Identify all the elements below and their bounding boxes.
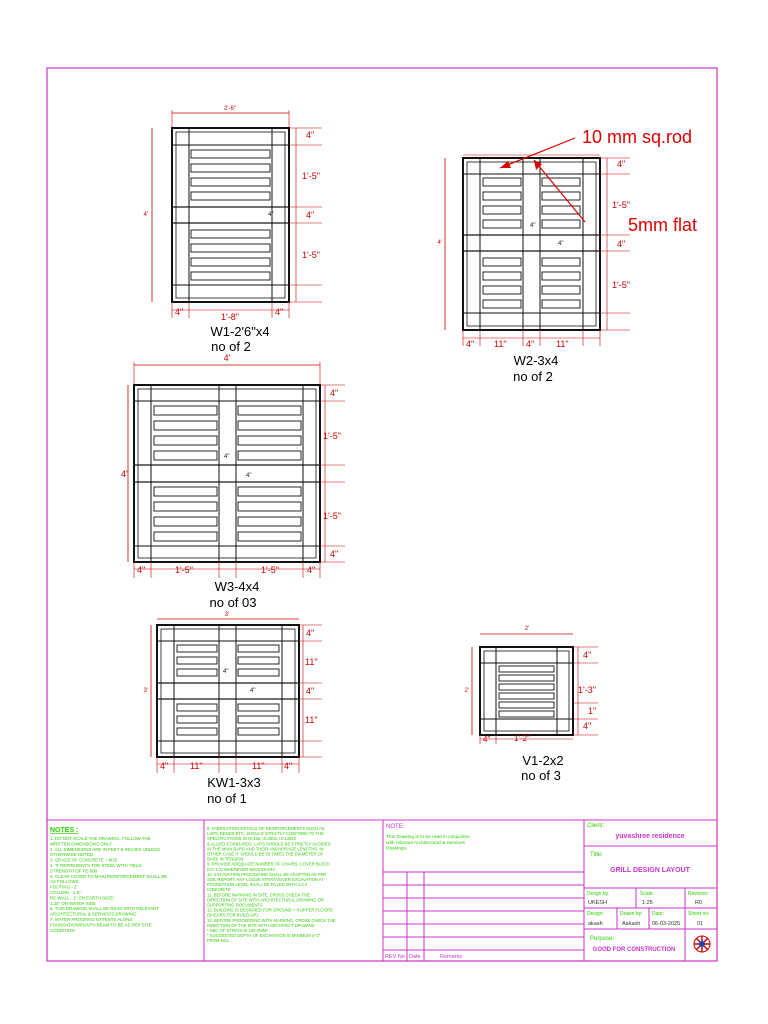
sheet-no: 01 (697, 921, 704, 927)
notes-left-4-line-0: 5. CLEAR COVER TO MAIN REINFORCEMENT SHALL BE (50, 873, 168, 879)
v1-right-dim-3: 1" (588, 706, 597, 716)
notes-left-8-line-0: 1.25" ON WATER SIDE (50, 900, 96, 906)
window-w3 (121, 353, 345, 610)
notes-mid-7-line-0: 13. BEFORE PROCEEDING WITH MARKING, CROSS CHECK THE (207, 917, 336, 923)
v1-bottom-dim-1: 4" (483, 735, 491, 744)
notes-left-0-line-1: WRITTEN DIMENSIONS ONLY. (50, 841, 113, 847)
notes-mid-3-line-2: FOUNDATION LEVEL SHALL BE FILLED WITH 1:2:4 (207, 882, 308, 888)
drawing-title: GRILL DESIGN LAYOUT (610, 867, 690, 874)
title-label: Title: (590, 852, 603, 858)
notes-mid-1-line-2: OTHER CASE IT SHOULD BE 50 TIMES THE DIAMETER OF (207, 851, 324, 857)
kw1-count: no of 1 (207, 791, 247, 806)
w2-bottom-dim-2: 11" (494, 339, 507, 349)
notes-left-10-line-1: FOUNDATION/PLINTH BEAM TO BE AS PER SITE (50, 922, 152, 928)
w2-bottom-dim-3: 4" (526, 339, 535, 349)
w3-count: no of 03 (209, 595, 257, 610)
v1-right-dim-1: 4" (583, 650, 592, 660)
window-w1 (144, 106, 322, 354)
w3-frame (134, 385, 320, 562)
w3-mid-dim: 4" (224, 454, 230, 460)
design-label: Design: (587, 911, 604, 917)
kw1-mid-dim-b: 4" (250, 688, 256, 694)
w3-side-dim: 4' (121, 469, 128, 479)
w2-bottom-dim-1: 4" (466, 339, 475, 349)
v1-right-dim-4: 4" (583, 721, 592, 731)
notes-mid-3-line-1: SOIL REPORT. ANY LOOSE STRATA/OVER EXCAVATION AT (207, 877, 324, 882)
notes-left-3-line-1: STRENGTH OF FE-500 (50, 868, 98, 874)
w1-bottom-dim-1: 4" (175, 307, 184, 317)
date-label: Date: (652, 911, 664, 917)
kw1-top-dim: 3' (224, 612, 230, 618)
client-label: Client: (587, 823, 605, 829)
kw1-bottom-dim-2: 11" (190, 761, 203, 771)
notes-left-2-line-0: 3. GRADE OF CONCRETE = M20 (50, 857, 118, 863)
rev-col-revno: REV No (385, 954, 405, 960)
notes-mid-0-line-2: SPECIFICATIONS IN IS:456, IS:2502, IS:13920 (207, 836, 297, 842)
notes-left-10-line-2: CONDITION (50, 927, 75, 933)
w1-mid-dim: 4" (268, 212, 274, 218)
w3-top-dim: 4' (223, 353, 231, 363)
notes-mid-list (207, 826, 336, 943)
notes-left-6-line-0: COLUMN - 1.5" (50, 890, 81, 895)
kw1-right-dim-4: 11" (305, 715, 318, 725)
notes-mid-1-line-3: BARS IN TENSION. (207, 856, 245, 862)
notes-left-9-line-1: ARCHITECTURAL & SERVICES DRAWING (50, 911, 137, 917)
w1-title: W1-2'6"x4 (210, 324, 270, 339)
notes-mid-1-line-1: IN THE MAIN BARS AND THEIR ANCHORAGE LENGTHS. IN (207, 846, 324, 852)
notes-mid-2-line-0: 9. PROVIDE ADEQUATE NUMBER OF CHAIRS, COVER BLOCK (207, 861, 331, 867)
kw1-title: KW1-3x3 (207, 775, 261, 790)
w1-right-dim-4: 1'-5" (302, 250, 320, 260)
notes-mid-5-line-2: SUPPORTING DOCUMENTS (207, 902, 263, 908)
design-by-label: Desgn by: (587, 891, 610, 897)
date: 06-03-2025 (652, 921, 681, 927)
note-text-0-line-0: This Drawing is to be read in conjuction (386, 835, 470, 840)
notes-mid-1-line-0: & ALLIED STANDARDS. LAPS SHOULD BE STRICTLY AVOIDED (207, 841, 331, 847)
notes-mid-4-line-0: CONCRETE (207, 887, 231, 893)
w2-count: no of 2 (513, 369, 553, 384)
w3-right-dim-3: 1'-5" (323, 511, 341, 521)
note-text-0-line-1: with relevant Architectural & Services (386, 840, 465, 846)
title-block (47, 820, 717, 961)
purpose: GOOD FOR CONSTRUCTION (592, 947, 676, 953)
v1-frame (480, 647, 573, 735)
design-by: UKESH (588, 900, 607, 906)
notes-mid-8-line-0: * SBC OF STRATA IS 100 kN/M² (207, 928, 268, 933)
w3-right-dim-4: 4" (330, 549, 339, 559)
notes-heading: NOTES : (50, 827, 79, 834)
notes-mid-2-line-1: (CC 1:2) WHEREVER NECESSARY. (207, 866, 276, 872)
v1-count: no of 3 (521, 768, 561, 783)
company-logo (694, 936, 710, 952)
w3-mid-dim-b: 4" (246, 473, 252, 479)
w2-frame (463, 158, 600, 330)
w1-right-dim-2: 1'-5" (302, 171, 320, 181)
sheet-label: Sheet no: (688, 911, 710, 917)
notes-left-7-line-0: RC WALL - 1" ON EARTH SIDE/ (50, 895, 114, 901)
w3-right-dim-1: 4" (330, 388, 339, 398)
w1-side-dim: 4' (143, 212, 148, 218)
w2-bottom-dim-4: 11" (556, 339, 569, 349)
w1-right-dim-3: 4" (306, 210, 315, 220)
w2-title: W2-3x4 (513, 353, 559, 368)
note-text (386, 834, 470, 852)
kw1-side-dim: 3' (143, 688, 148, 694)
notes-left-5-line-0: FOOTING - 2" (50, 884, 78, 890)
notes-left-10-line-0: 7. WATER PROOFING EXTENTS ALONG (50, 917, 133, 922)
w2-mid-dim: 4" (530, 223, 536, 229)
note-text-0-line-2: Drawings. (386, 846, 408, 852)
purpose-label: Purpose: (590, 936, 615, 942)
notes-left-1-line-1: OTHERWISE NOTED. (50, 852, 95, 858)
w1-count: no of 2 (211, 339, 251, 354)
notes-mid-7-line-1: DIRECTION OF THE SITE WITH ARCHITECT DRAWING (207, 922, 315, 928)
notes-mid-0-line-0: 8. FABRICATION DETAILS OF REINFORCEMENTS SUCH AS (207, 826, 325, 831)
w3-bottom-dim-2: 1'-5" (175, 565, 193, 575)
v1-title: V1-2x2 (522, 753, 564, 768)
notes-mid-6-line-0: 12. BUILDING IS DESIGNED FOR GROUND + 4 UPPER FLOORS (207, 907, 333, 913)
v1-top-dim: 2' (524, 626, 530, 632)
w2-right-dim-3: 4" (617, 239, 626, 249)
v1-side-dim: 2' (464, 688, 469, 694)
revision-label: Revision: (688, 891, 709, 897)
kw1-bottom-dim-1: 4" (160, 761, 169, 771)
kw1-bottom-dim-3: 11" (252, 761, 265, 771)
kw1-mid-dim: 4" (223, 669, 229, 675)
w3-title: W3-4x4 (214, 579, 260, 594)
w3-right-dim-2: 1'-5" (323, 431, 341, 441)
notes-mid-6-line-1: (SHEARS FOR BUILD-UP) (207, 912, 258, 918)
w2-side-dim: 4' (437, 240, 442, 246)
revision: R0 (695, 900, 703, 906)
notes-left-0-line-0: 1. DO NOT SCALE THE DRAWING, FOLLOW THE (50, 836, 151, 841)
w3-bottom-dim-4: 4" (307, 565, 316, 575)
design: akash (588, 921, 603, 927)
notes-mid-9-line-1: FROM NGL (207, 938, 230, 944)
notes-mid-9-line-0: * SUGGESTED DEPTH OF EXCAVATION IS MINIMUM 4'-0" (207, 933, 321, 939)
window-v1 (465, 626, 598, 783)
w1-right-dim-1: 4" (306, 130, 315, 140)
notes-mid-5-line-1: DIRECTION OF SITE WITH ARCHITECTURAL DRAWING OR (207, 897, 324, 903)
notes-left-3-line-0: 4. '#' REPRESENTS TOR STEEL WITH YIELD (50, 863, 142, 868)
kw1-bottom-dim-4: 4" (284, 761, 293, 771)
drawn-by: Aakash (622, 921, 641, 927)
w2-right-dim-2: 1'-5" (612, 200, 630, 210)
window-kw1 (144, 612, 322, 806)
w3-bottom-dim-3: 1'-5" (261, 565, 279, 575)
note-heading: NOTE: (386, 824, 405, 830)
client-name: yuvashree residence (615, 833, 685, 840)
notes-mid-5-line-0: 11. BEFORE MARKING IN SITE, CROSS CHECK THE (207, 892, 310, 898)
notes-left-9-line-0: 6. THIS DRAWING SHALL BE READ WITH RELEVANT (50, 906, 160, 912)
w1-top-dim: 2'-6" (224, 106, 236, 112)
kw1-right-dim-3: 4" (306, 686, 315, 696)
w2-mid-dim-b: 4" (558, 241, 564, 247)
w2-right-dim-4: 1'-5" (612, 280, 630, 290)
notes-left-list (50, 836, 167, 933)
kw1-right-dim-1: 4" (306, 628, 315, 638)
v1-right-dim-2: 1'-3" (578, 685, 596, 695)
notes-mid-0-line-1: LAPS, BENDS ETC. SHOULD STRICTLY CONFORM TO THE (207, 831, 324, 837)
drawn-by-label: Drawn by: (620, 911, 643, 917)
w1-bottom-dim-3: 4" (275, 307, 284, 317)
rev-col-date: Date (409, 954, 421, 960)
scale-label: Scale: (640, 891, 654, 897)
kw1-right-dim-2: 11" (305, 657, 318, 667)
scale: 1:25 (642, 900, 653, 906)
notes-left-1-line-0: 2. ALL DIMENSIONS ARE IN FEET & INCHES UNLESS (50, 846, 161, 852)
annotation-rod: 10 mm sq.rod (582, 127, 693, 147)
notes-mid-3-line-0: 10. EXCAVATION PROCEDURE SHALL BE ADOPTED AS PER (207, 871, 327, 877)
annotation-flat: 5mm flat (628, 215, 698, 235)
w1-bottom-dim-2: 1'-8" (221, 312, 239, 322)
v1-bottom-dim-2: 1'-2" (514, 734, 530, 743)
w3-bottom-dim-1: 4" (137, 565, 146, 575)
rev-col-remarks: Remarks (440, 954, 463, 960)
window-w2 (438, 127, 698, 384)
notes-left-4-line-1: AS FOLLOWS (50, 879, 79, 885)
w2-right-dim-1: 4" (617, 159, 626, 169)
